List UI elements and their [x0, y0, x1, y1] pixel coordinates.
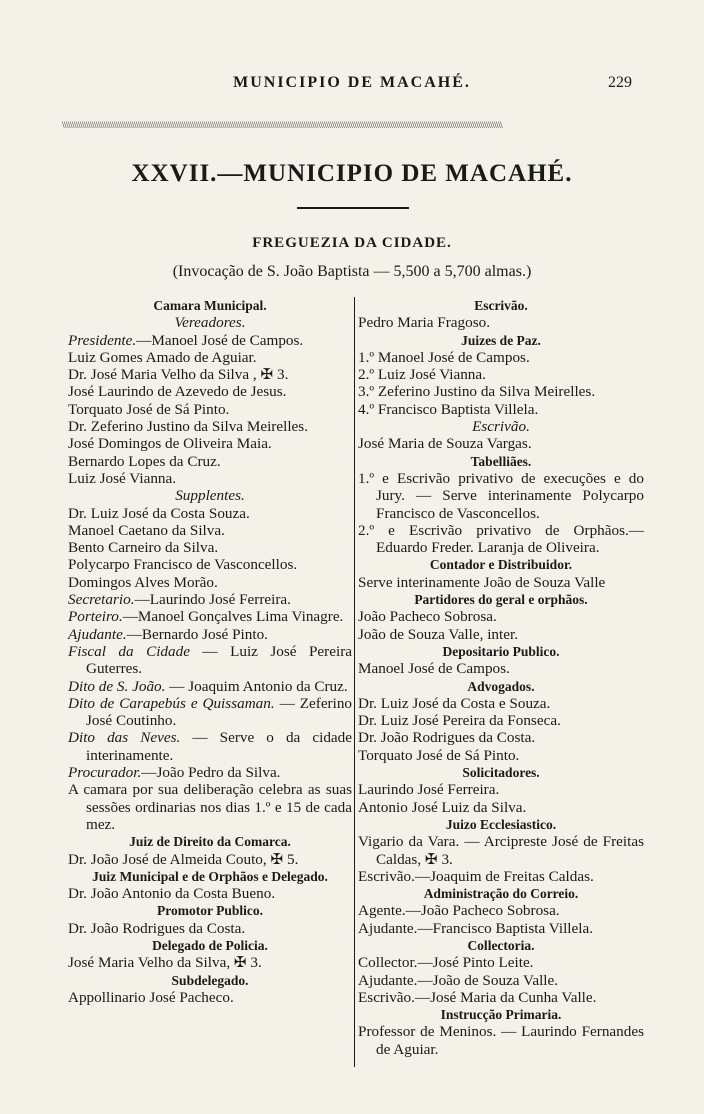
entry: Dr. José Maria Velho da Silva , ✠ 3.	[68, 366, 289, 384]
entry-name: — Zeferino José Coutinho.	[86, 694, 353, 730]
entry	[68, 764, 352, 781]
entry: 4.º Francisco Baptista Villela.	[358, 400, 539, 418]
entry-name: —Manoel Gonçalves Lima Vinagre.	[122, 608, 344, 626]
entry: Bernardo Lopes da Cruz.	[68, 452, 221, 470]
entry-name: — Joaquim Antonio da Cruz.	[169, 677, 348, 695]
entry: 2.º Luiz José Vianna.	[358, 366, 486, 384]
subsection-heading: Vereadores.	[174, 314, 246, 332]
entry: Pedro Maria Fragoso.	[358, 314, 491, 332]
entry: Dr. Luiz José da Costa e Souza.	[358, 694, 551, 712]
section-heading: Advogados.	[467, 678, 535, 694]
entry: Vigario da Vara. — Arcipreste José de Freitas Caldas, ✠ 3.	[358, 833, 644, 868]
section-heading: Depositario Publico.	[442, 643, 560, 659]
entry: Polycarpo Francisco de Vasconcellos.	[68, 556, 298, 574]
entry-label: Fiscal da Cidade	[68, 642, 190, 660]
entry	[68, 643, 352, 678]
entry: Manoel Caetano da Silva.	[68, 521, 225, 539]
section-heading: Solicitadores.	[462, 765, 540, 781]
entry-label: Ajudante.	[68, 625, 127, 643]
entry-label: Dito de Carapebús e Quissaman.	[68, 694, 275, 712]
entry: 3.º Zeferino Justino da Silva Meirelles.	[358, 383, 596, 401]
left-column	[68, 297, 352, 1006]
invocation-line: (Invocação de S. João Baptista — 5,500 a 5,700 almas.)	[172, 263, 532, 280]
entry: Dr. João Antonio da Costa Bueno.	[68, 885, 276, 903]
section-heading: Delegado de Policia.	[152, 937, 268, 953]
entry: Agente.—João Pacheco Sobrosa.	[358, 902, 560, 920]
entry: Luiz Gomes Amado de Aguiar.	[68, 348, 257, 366]
entry: Ajudante.—João de Souza Valle.	[358, 971, 559, 989]
section-heading: Camara Municipal.	[153, 298, 267, 313]
section-heading: Tabelliães.	[470, 453, 532, 469]
entry: Dr. João José de Almeida Couto, ✠ 5.	[68, 850, 299, 868]
entry: Dr. Zeferino Justino da Silva Meirelles.	[68, 418, 308, 436]
entry-name: —Bernardo José Pinto.	[126, 625, 268, 643]
entry: José Domingos de Oliveira Maia.	[68, 435, 272, 453]
entry: 1.º e Escrivão privativo de execuções e do Jury. — Serve interinamente Polycarpo Francisco de Vasconcellos.	[358, 469, 644, 522]
entry: Antonio José Luiz da Silva.	[358, 798, 527, 816]
entry: Escrivão.—Joaquim de Freitas Caldas.	[358, 867, 594, 885]
section-heading: Instrucção Primaria.	[440, 1007, 562, 1023]
entry: Escrivão.—José Maria da Cunha Valle.	[358, 988, 597, 1006]
entry-label: Dito das Neves.	[68, 729, 181, 747]
section-heading: Juizes de Paz.	[461, 332, 541, 348]
entry: Manoel José de Campos.	[358, 660, 510, 678]
entry	[68, 591, 352, 608]
entry: Dr. Luiz José Pereira da Fonseca.	[358, 712, 561, 730]
entry: Laurindo José Ferreira.	[358, 781, 500, 799]
entry: Torquato José de Sá Pinto.	[68, 400, 230, 418]
column-divider	[354, 297, 355, 1067]
entry: Serve interinamente João de Souza Valle	[358, 573, 606, 591]
section-heading: Escrivão.	[474, 298, 528, 313]
ornamental-rule: \\\\\\\\\\\\\\\\\\\\\\\\\\\\\\\\\\\\\\\\\\\\\\\\\\\\\\\\\\\\\\\\\\\\\\\\\\\\\\\\\\\\\\\\\\\\\\\\\\\\\\\\\\\\\\\\\\\\\\\\\\\\\\\\\\\\\\\\\\\\\\\\\\\\\\\\\\\\\\\\\\\\\\\\\\\\\\\\\\\\\\\\\\\\\\\\\\\\\\\\\\\\\\\\\\\\\\\\\\\\	[62, 120, 503, 130]
entry	[68, 332, 352, 349]
section-heading: Juizo Ecclesiastico.	[445, 816, 557, 832]
entry: Bento Carneiro da Silva.	[68, 539, 219, 557]
running-title: MUNICIPIO DE MACAHÉ.	[233, 74, 471, 91]
entry: Dr. João Rodrigues da Costa.	[68, 919, 246, 937]
entry-name: — Luiz José Pereira Guterres.	[86, 642, 352, 678]
section-heading: Contador e Distribuidor.	[429, 557, 573, 573]
entry: 1.º Manoel José de Campos.	[358, 348, 530, 366]
section-heading: Collectoria.	[467, 937, 535, 953]
entry: Dr. João Rodrigues da Costa.	[358, 729, 536, 747]
entry: 2.º e Escrivão privativo de Orphãos.— Eduardo Freder. Laranja de Oliveira.	[358, 521, 644, 557]
entry: Dr. Luiz José da Costa Souza.	[68, 504, 250, 522]
entry: Luiz José Vianna.	[68, 469, 177, 487]
entry: José Maria de Souza Vargas.	[358, 435, 532, 453]
section-heading: Partidores do geral e orphãos.	[414, 592, 588, 608]
entry	[68, 608, 352, 625]
entry-label: Secretario.	[68, 591, 135, 609]
entry: José Maria Velho da Silva, ✠ 3.	[68, 954, 262, 972]
section-heading: Juiz Municipal e de Orphãos e Delegado.	[92, 868, 328, 884]
entry	[68, 729, 352, 764]
section-heading: Juiz de Direito da Comarca.	[129, 834, 291, 850]
entry: Ajudante.—Francisco Baptista Villela.	[358, 919, 594, 937]
entry-label: Porteiro.	[68, 608, 123, 626]
entry: Appollinario José Pacheco.	[68, 988, 234, 1006]
parish-heading: FREGUEZIA DA CIDADE.	[252, 235, 452, 251]
entry: A camara por sua deliberação celebra as suas sessões ordinarias nos dias 1.º e 15 de cada mez.	[68, 781, 352, 833]
entry-name: —Manoel José de Campos.	[136, 331, 304, 349]
entry: João Pacheco Sobrosa.	[358, 608, 497, 626]
right-column	[358, 297, 644, 1058]
section-heading: Promotor Publico.	[157, 903, 263, 919]
entry	[68, 695, 352, 730]
entry-label: Procurador.	[68, 764, 142, 782]
page-number: 229	[608, 74, 632, 91]
entry-name: —Laurindo José Ferreira.	[134, 591, 291, 609]
entry: Torquato José de Sá Pinto.	[358, 746, 520, 764]
entry-name: —João Pedro da Silva.	[141, 764, 281, 782]
subsection-heading: Escrivão.	[472, 418, 530, 436]
entry	[68, 678, 352, 695]
entry	[68, 626, 352, 643]
entry-name: — Serve o da cidade interinamente.	[86, 729, 353, 764]
section-heading: Administração do Correio.	[423, 886, 579, 902]
subsection-heading: Supplentes.	[175, 487, 245, 505]
entry: José Laurindo de Azevedo de Jesus.	[68, 383, 287, 401]
running-head	[0, 74, 704, 98]
chapter-title: XXVII.—MUNICIPIO DE MACAHÉ.	[131, 160, 573, 187]
entry: João de Souza Valle, inter.	[358, 625, 518, 643]
title-underline	[297, 207, 409, 209]
section-heading: Subdelegado.	[171, 972, 249, 988]
entry: Domingos Alves Morão.	[68, 573, 218, 591]
entry-label: Dito de S. João.	[68, 677, 166, 695]
entry: Collector.—José Pinto Leite.	[358, 954, 534, 972]
entry-label: Presidente.	[68, 331, 137, 349]
entry: Professor de Meninos. — Laurindo Fernandes de Aguiar.	[358, 1023, 644, 1058]
